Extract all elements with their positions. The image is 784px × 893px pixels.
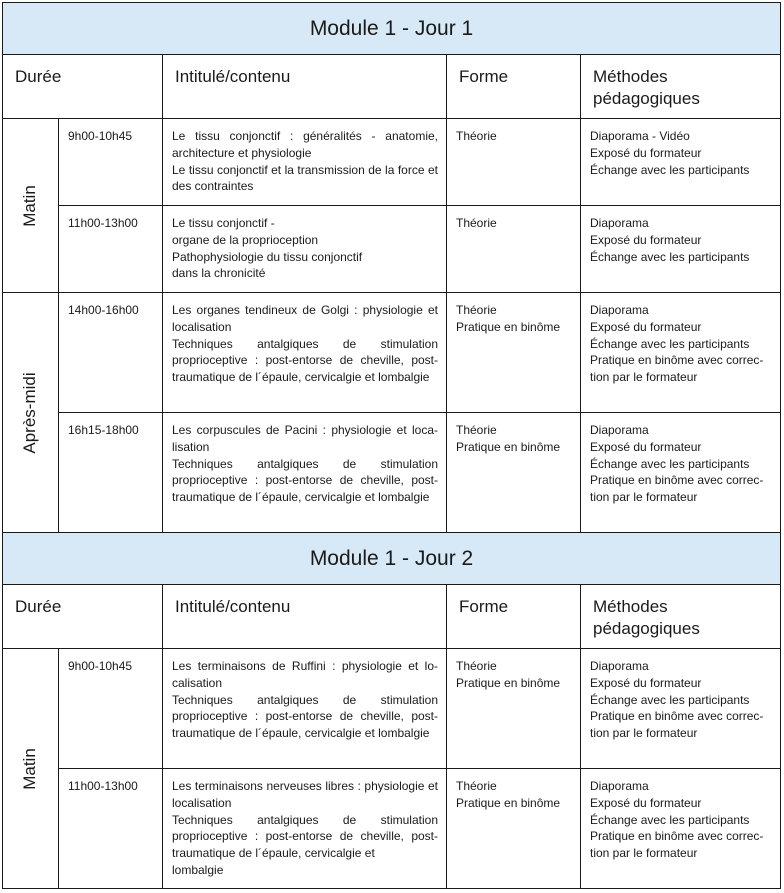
module-title: Module 1 - Jour 1 bbox=[3, 3, 781, 55]
time-slot: 11h00-13h00 bbox=[59, 769, 163, 889]
form-line: Théorie bbox=[456, 216, 497, 230]
header-intitule: Intitulé/contenu bbox=[163, 585, 447, 649]
content-cell bbox=[163, 206, 447, 293]
content-cell bbox=[163, 769, 447, 889]
header-methodes-line1: Méthodes bbox=[593, 597, 668, 616]
methods-line: Échange avec les participants bbox=[590, 162, 750, 177]
content-line: Les terminaisons de Ruffini : physiologie et lo- calisation bbox=[172, 659, 438, 690]
methods-line: Pratique en binôme avec correc- bbox=[590, 709, 764, 724]
methods-line: Pratique en binôme avec correc- bbox=[590, 473, 764, 488]
methods-line: Échange avec les participants bbox=[590, 249, 750, 264]
content-cell bbox=[163, 293, 447, 413]
schedule-table bbox=[2, 2, 781, 889]
form-line: Pratique en binôme bbox=[456, 319, 561, 334]
time-slot: 11h00-13h00 bbox=[59, 206, 163, 293]
content-line: Le tissu conjonctif : généralités - anatomie, architecture et physiologie bbox=[172, 129, 438, 160]
methods-line: Pratique en binôme avec correc- bbox=[590, 829, 764, 844]
methods-line: tion par le formateur bbox=[590, 490, 698, 505]
form-line: Théorie bbox=[456, 659, 497, 673]
methods-cell bbox=[581, 769, 781, 889]
content-line: Techniques antalgiques de stimulation proprioceptive : post-entorse de cheville, post-traumatique de l´épaule, cervicalgie et bbox=[172, 812, 438, 861]
schedule-row bbox=[3, 206, 781, 293]
content-cell bbox=[163, 649, 447, 769]
header-forme: Forme bbox=[447, 55, 581, 119]
time-slot: 9h00-10h45 bbox=[59, 649, 163, 769]
header-forme: Forme bbox=[447, 585, 581, 649]
methods-line: Exposé du formateur bbox=[590, 232, 702, 247]
period-label: Après-midi bbox=[20, 371, 39, 454]
content-line: Le tissu conjonctif et la transmission de la force et des contraintes bbox=[172, 162, 438, 194]
header-methodes-line1: Méthodes bbox=[593, 67, 668, 86]
period-cell bbox=[3, 119, 59, 293]
module-title-row bbox=[3, 533, 781, 585]
methods-line: Échange avec les participants bbox=[590, 812, 750, 827]
content-line: dans la chronicité bbox=[172, 266, 266, 281]
column-header-row bbox=[3, 55, 781, 119]
methods-line: Exposé du formateur bbox=[590, 145, 702, 160]
methods-line: Exposé du formateur bbox=[590, 675, 702, 690]
header-duree: Durée bbox=[3, 585, 163, 649]
methods-line: tion par le formateur bbox=[590, 846, 698, 861]
methods-cell bbox=[581, 649, 781, 769]
schedule-row bbox=[3, 413, 781, 533]
content-cell bbox=[163, 119, 447, 206]
form-cell bbox=[447, 206, 581, 293]
content-line: Le tissu conjonctif - bbox=[172, 216, 275, 230]
form-line: Théorie bbox=[456, 129, 497, 143]
schedule-row bbox=[3, 119, 781, 206]
header-methodes bbox=[581, 55, 781, 119]
methods-line: Exposé du formateur bbox=[590, 795, 702, 810]
content-cell bbox=[163, 413, 447, 533]
schedule-row bbox=[3, 293, 781, 413]
period-cell bbox=[3, 293, 59, 533]
methods-line: Pratique en binôme avec correc- bbox=[590, 353, 764, 368]
schedule-row bbox=[3, 649, 781, 769]
methods-line: tion par le formateur bbox=[590, 726, 698, 741]
content-line: Pathophysiologie du tissu conjonctif bbox=[172, 249, 363, 264]
methods-line: Diaporama bbox=[590, 423, 649, 437]
methods-line: Diaporama bbox=[590, 216, 649, 230]
form-cell bbox=[447, 769, 581, 889]
form-cell bbox=[447, 649, 581, 769]
time-slot: 14h00-16h00 bbox=[59, 293, 163, 413]
content-line: lombalgie bbox=[172, 862, 224, 877]
methods-line: Exposé du formateur bbox=[590, 439, 702, 454]
column-header-row bbox=[3, 585, 781, 649]
form-line: Pratique en binôme bbox=[456, 795, 561, 810]
time-slot: 9h00-10h45 bbox=[59, 119, 163, 206]
header-duree: Durée bbox=[3, 55, 163, 119]
time-slot: 16h15-18h00 bbox=[59, 413, 163, 533]
methods-line: Diaporama bbox=[590, 779, 649, 793]
schedule-row bbox=[3, 769, 781, 889]
form-line: Théorie bbox=[456, 779, 497, 793]
content-line: Les terminaisons nerveuses libres : physiologie et localisation bbox=[172, 779, 438, 810]
methods-line: Diaporama bbox=[590, 303, 649, 317]
module-title: Module 1 - Jour 2 bbox=[3, 533, 781, 585]
header-methodes bbox=[581, 585, 781, 649]
methods-cell bbox=[581, 293, 781, 413]
period-cell bbox=[3, 649, 59, 889]
header-methodes-line2: pédagogiques bbox=[593, 89, 700, 108]
methods-line: Échange avec les participants bbox=[590, 692, 750, 707]
form-line: Théorie bbox=[456, 423, 497, 437]
methods-line: Échange avec les participants bbox=[590, 336, 750, 351]
methods-cell bbox=[581, 413, 781, 533]
methods-line: Diaporama - Vidéo bbox=[590, 129, 690, 143]
methods-line: Diaporama bbox=[590, 659, 649, 673]
header-intitule: Intitulé/contenu bbox=[163, 55, 447, 119]
content-line: Techniques antalgiques de stimulation proprioceptive : post-entorse de cheville, post-traumatique de l´épaule, cervicalgie et lombalgie bbox=[172, 692, 438, 741]
content-line: organe de la proprioception bbox=[172, 232, 319, 247]
period-label: Matin bbox=[20, 184, 39, 227]
content-line: Les organes tendineux de Golgi : physiologie et localisation bbox=[172, 303, 438, 334]
form-cell bbox=[447, 119, 581, 206]
methods-line: Échange avec les participants bbox=[590, 456, 750, 471]
form-line: Pratique en binôme bbox=[456, 439, 561, 454]
form-line: Pratique en binôme bbox=[456, 675, 561, 690]
methods-cell bbox=[581, 206, 781, 293]
form-cell bbox=[447, 293, 581, 413]
methods-line: Exposé du formateur bbox=[590, 319, 702, 334]
content-line: Techniques antalgiques de stimulation proprioceptive : post-entorse de cheville, post-traumatique de l´épaule, cervicalgie et lombalgie bbox=[172, 336, 438, 385]
header-methodes-line2: pédagogiques bbox=[593, 619, 700, 638]
period-label: Matin bbox=[20, 747, 39, 790]
methods-cell bbox=[581, 119, 781, 206]
content-line: Les corpuscules de Pacini : physiologie et loca- lisation bbox=[172, 423, 438, 454]
methods-line: tion par le formateur bbox=[590, 370, 698, 385]
form-cell bbox=[447, 413, 581, 533]
form-line: Théorie bbox=[456, 303, 497, 317]
content-line: Techniques antalgiques de stimulation proprioceptive : post-entorse de cheville, post-traumatique de l´épaule, cervicalgie et lombalgie bbox=[172, 456, 438, 505]
module-title-row bbox=[3, 3, 781, 55]
